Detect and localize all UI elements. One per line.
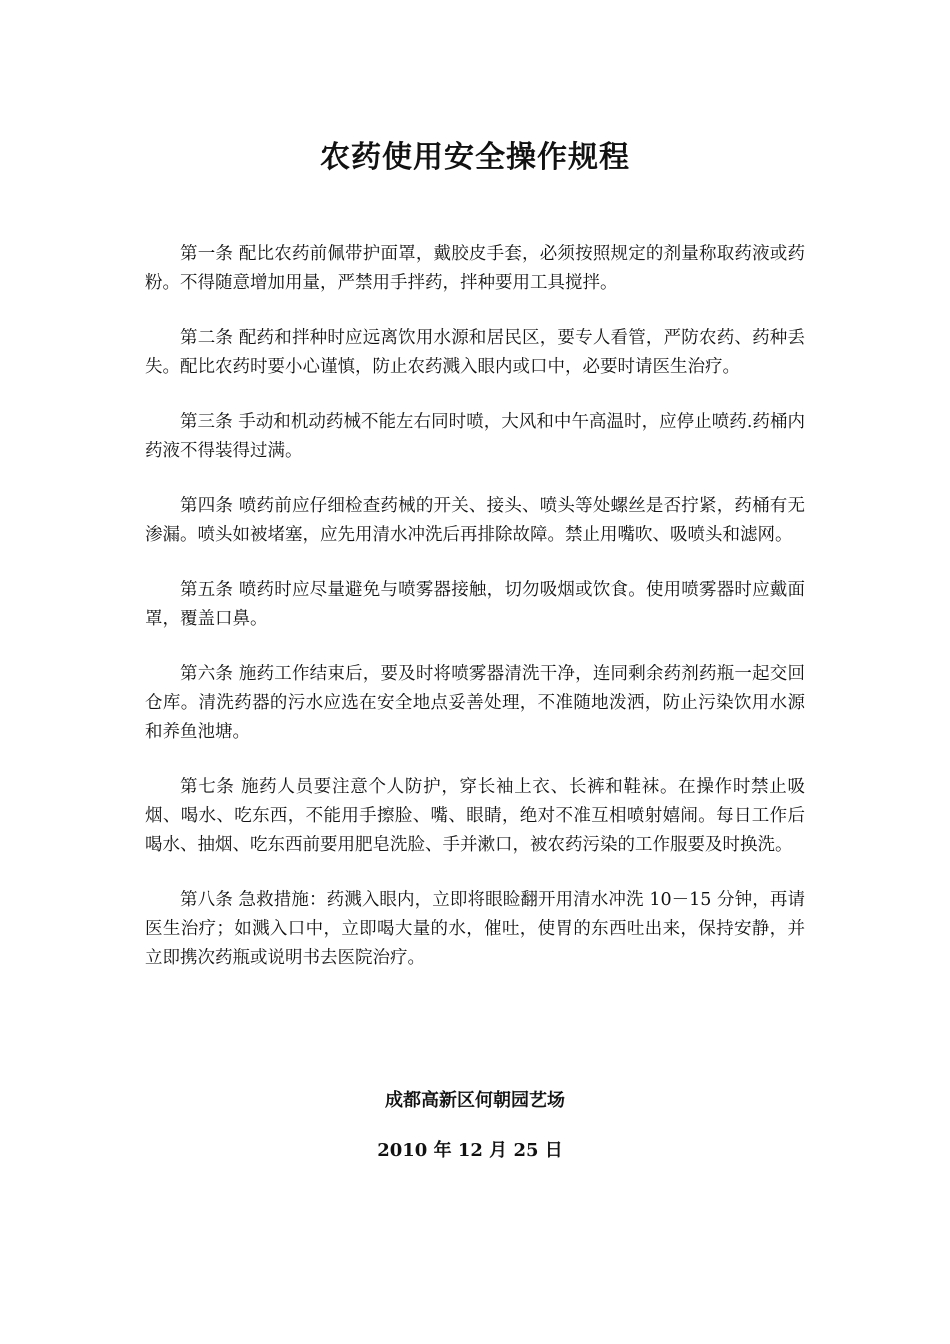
article-4: 第四条 喷药前应仔细检查药械的开关、接头、喷头等处螺丝是否拧紧，药桶有无渗漏。喷头如被堵塞，应先用清水冲洗后再排除故障。禁止用嘴吹、吸喷头和滤网。	[145, 496, 805, 545]
article-1: 第一条 配比农药前佩带护面罩，戴胶皮手套，必须按照规定的剂量称取药液或药粉。不得随意增加用量，严禁用手拌药，拌种要用工具搅拌。	[145, 244, 805, 293]
article-3: 第三条 手动和机动药械不能左右同时喷，大风和中午高温时，应停止喷药.药桶内药液不得装得过满。	[145, 412, 805, 461]
article-2: 第二条 配药和拌种时应远离饮用水源和居民区，要专人看管，严防农药、药种丢失。配比农药时要小心谨慎，防止农药溅入眼内或口中，必要时请医生治疗。	[145, 328, 805, 377]
article-7: 第七条 施药人员要注意个人防护，穿长袖上衣、长裤和鞋袜。在操作时禁止吸烟、喝水、吃东西，不能用手擦脸、嘴、眼睛，绝对不准互相喷射嬉闹。每日工作后喝水、抽烟、吃东西前要用肥皂洗脸、手并漱口，被农药污染的工作服要及时换洗。	[145, 777, 805, 855]
article-6: 第六条 施药工作结束后，要及时将喷雾器清洗干净，连同剩余药剂药瓶一起交回仓库。清洗药器的污水应选在安全地点妥善处理，不准随地泼洒，防止污染饮用水源和养鱼池塘。	[145, 664, 805, 742]
document-body	[145, 240, 805, 999]
signature-organization: 成都高新区何朝园艺场	[385, 1090, 565, 1111]
article-5: 第五条 喷药时应尽量避免与喷雾器接触，切勿吸烟或饮食。使用喷雾器时应戴面罩，覆盖口鼻。	[145, 580, 805, 629]
signature-date: 2010 年 12 月 25 日	[377, 1140, 563, 1161]
article-8: 第八条 急救措施：药溅入眼内，立即将眼睑翻开用清水冲洗 10－15 分钟，再请医生治疗；如溅入口中，立即喝大量的水，催吐，使胃的东西吐出来，保持安静，并立即携次药瓶或说明书去医院治疗。	[145, 890, 805, 968]
document-title: 农药使用安全操作规程	[320, 140, 630, 175]
